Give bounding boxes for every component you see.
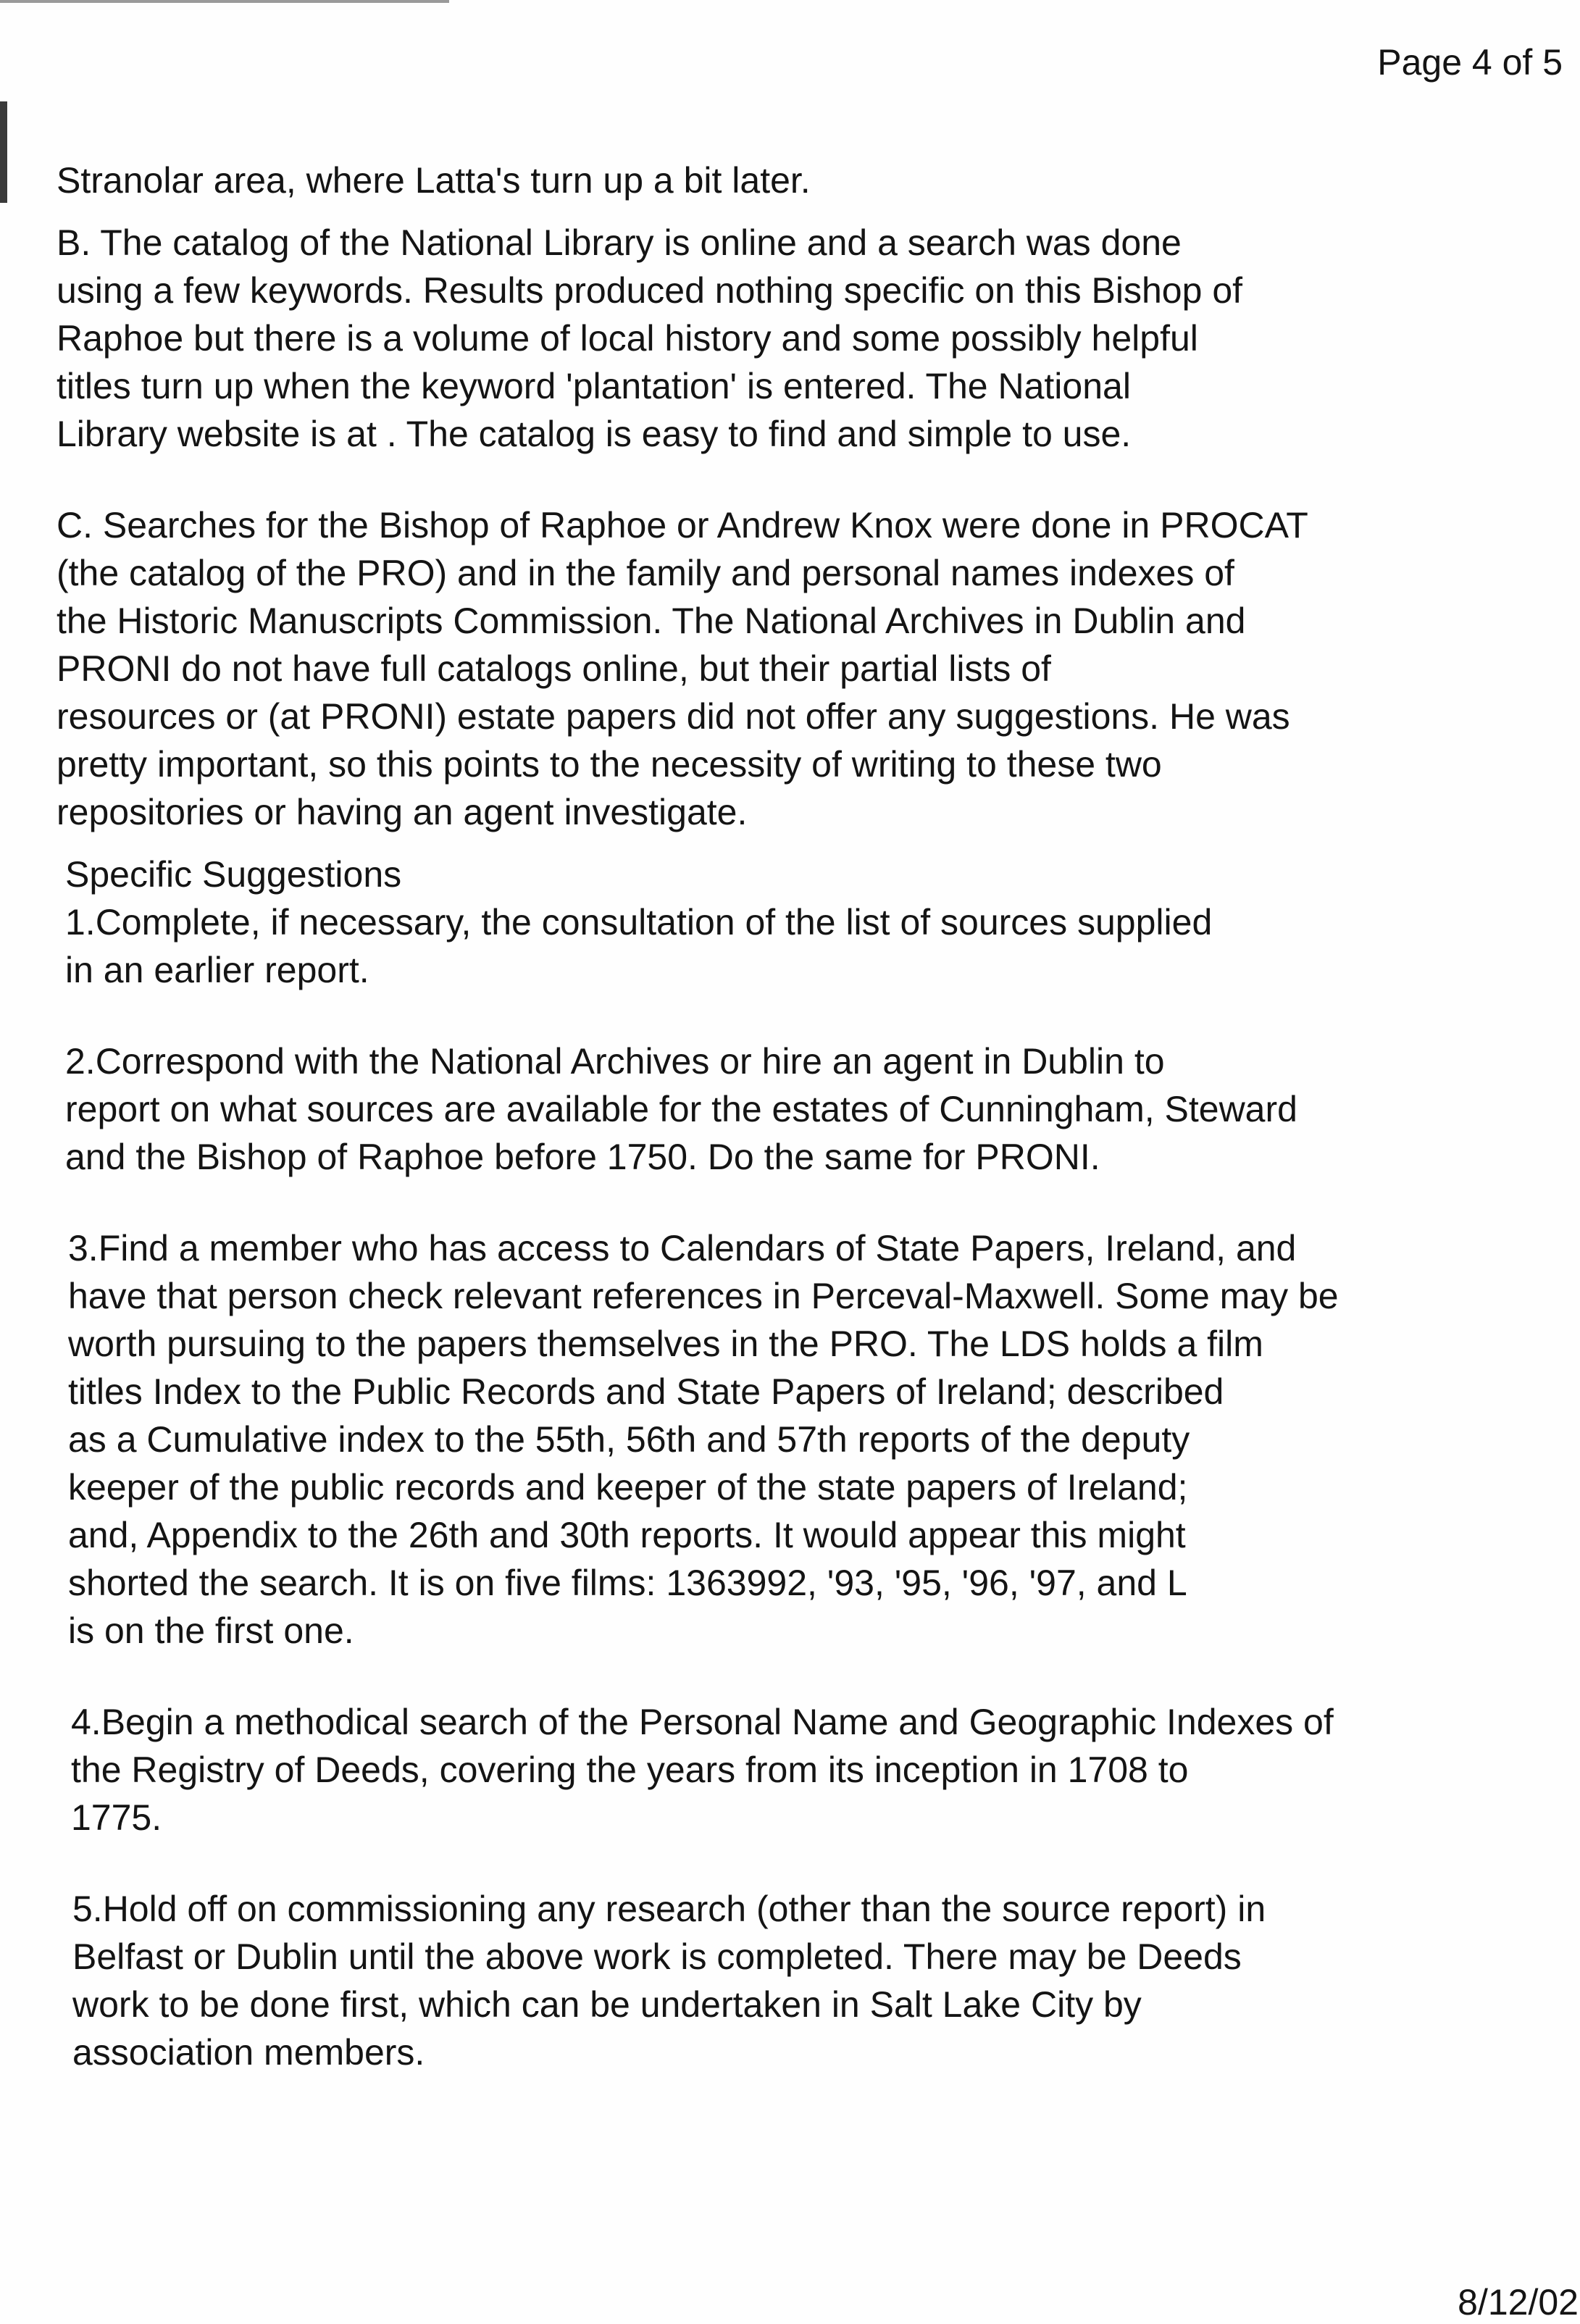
footer-date: 8/12/02	[1458, 2282, 1579, 2323]
suggestions-heading: Specific Suggestions	[65, 854, 402, 895]
suggestion-item-4: 4.Begin a methodical search of the Personal Name and Geographic Indexes of the Registry of Deeds, covering the years from its inception in 1708 to 1775.	[71, 1702, 1334, 1838]
suggestion-item-1: 1.Complete, if necessary, the consultation of the list of sources supplied in an earlier report.	[65, 902, 1213, 990]
suggestion-item-5: 5.Hold off on commissioning any research (other than the source report) in Belfast or Dublin until the above work is completed. There may be Deeds work to be done first, which can be undertaken in Salt Lake City by association members.	[72, 1889, 1266, 2073]
suggestion-item-3: 3.Find a member who has access to Calendars of State Papers, Ireland, and have that person check relevant references in Perceval-Maxwell. Some may be worth pursuing to the papers themselves in the PRO. The LDS holds a film titles Index to the Public Records and State Papers of Ireland; described as a Cumulative index to the 55th, 56th and 57th reports of the deputy keeper of the public records and keeper of the state papers of Ireland; and, Appendix to the 26th and 30th reports. It would appear this might shorted the search. It is on five films: 1363992, '93, '95, '96, '97, and L is on the first one.	[68, 1228, 1339, 1651]
document-body	[57, 156, 1549, 2076]
paragraph-c: C. Searches for the Bishop of Raphoe or Andrew Knox were done in PROCAT (the catalog of the PRO) and in the family and personal names indexes of the Historic Manuscripts Commission. The National Archives in Dublin and PRONI do not have full catalogs online, but their partial lists of resources or (at PRONI) estate papers did not offer any suggestions. He was pretty important, so this points to the necessity of writing to these two repositories or having an agent investigate.	[57, 505, 1308, 832]
scan-edge-left	[0, 101, 7, 203]
scan-edge-top	[0, 0, 449, 3]
continuation-paragraph: Stranolar area, where Latta's turn up a bit later.	[57, 160, 811, 201]
suggestion-item-2: 2.Correspond with the National Archives or hire an agent in Dublin to report on what sources are available for the estates of Cunningham, Steward and the Bishop of Raphoe before 1750. Do the same for PRONI.	[65, 1041, 1297, 1177]
page-number: Page 4 of 5	[1377, 42, 1563, 83]
paragraph-b: B. The catalog of the National Library is online and a search was done using a few keywords. Results produced nothing specific on this Bishop of Raphoe but there is a volume of local history and some possibly helpful titles turn up when the keyword 'plantation' is entered. The National Library website is at . The catalog is easy to find and simple to use.	[57, 222, 1243, 454]
